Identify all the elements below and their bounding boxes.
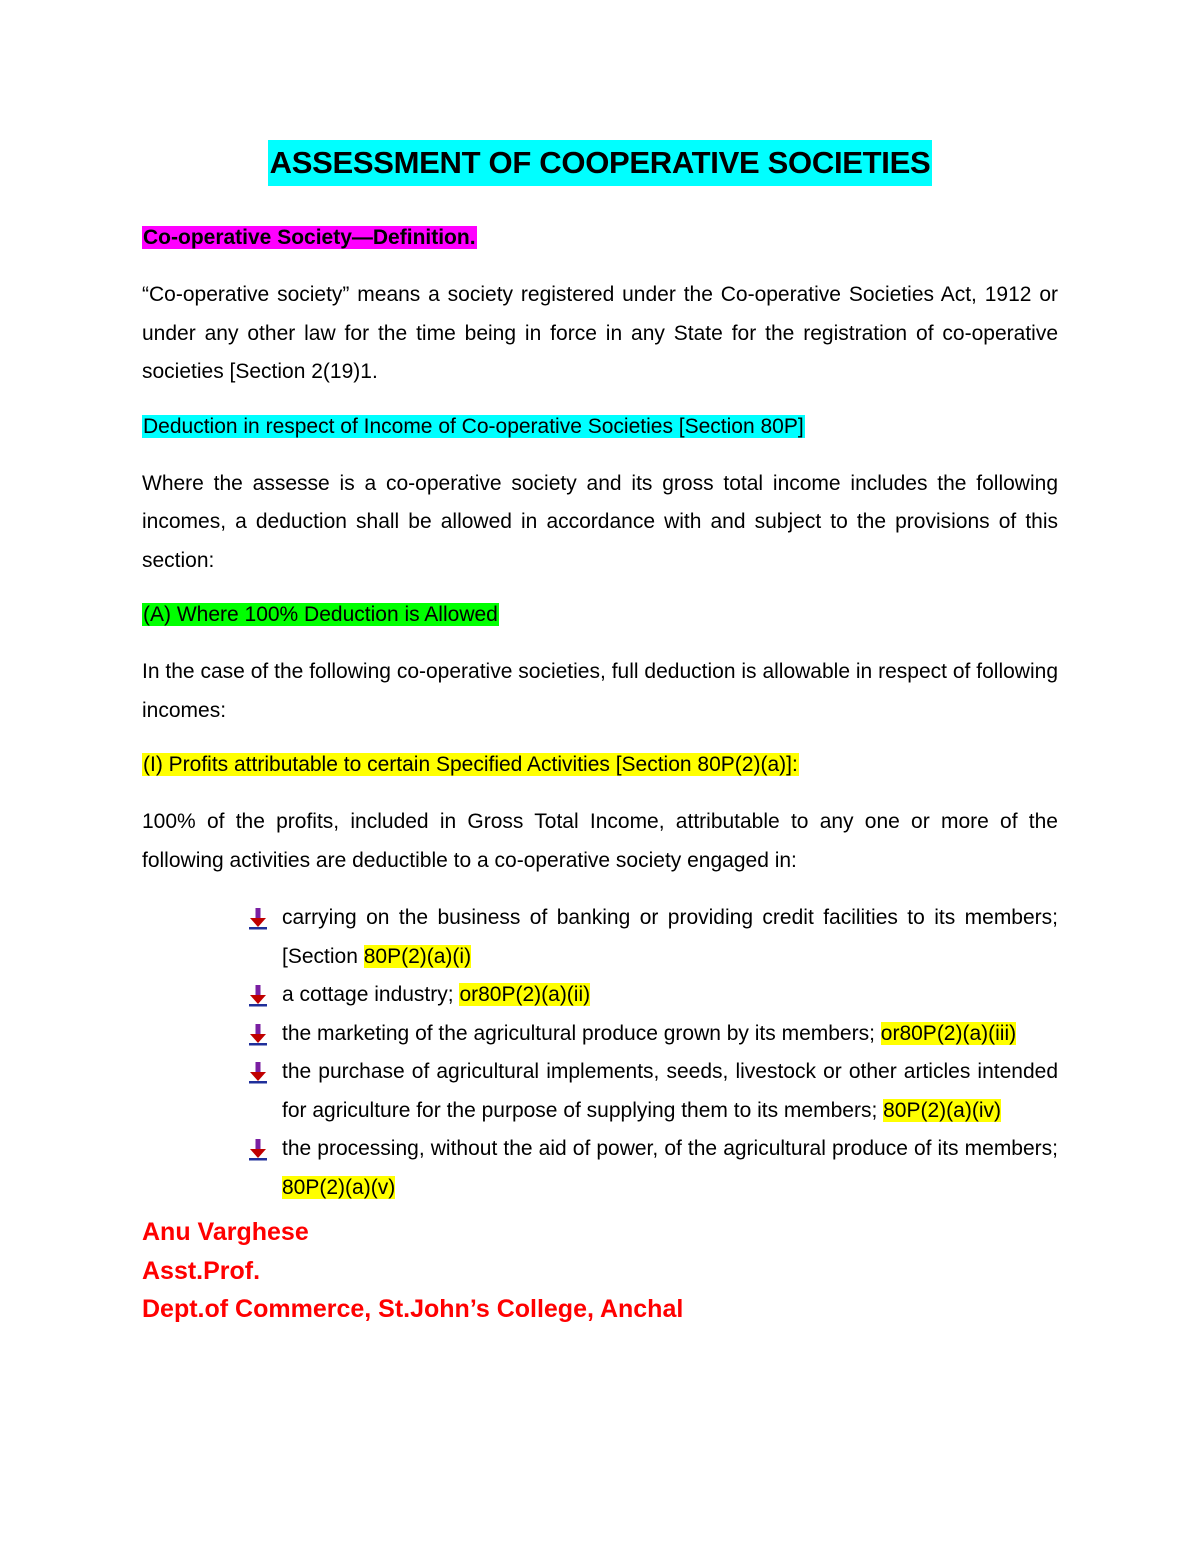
section-i-text: 100% of the profits, included in Gross Total Income, attributable to any one or more of the following activities are deductible to a co-operative society engaged in: [142, 810, 1058, 872]
list-item [242, 1015, 1058, 1054]
section-a-heading-block [142, 599, 1058, 631]
deduction-text: Where the assesse is a co-operative society and its gross total income includes the following incomes, a deduction shall be allowed in accordance with and subject to the provisions of this section: [142, 471, 1058, 572]
definition-heading: Co-operative Society—Definition. [143, 226, 476, 249]
arrow-down-bullet-icon [246, 1060, 270, 1084]
section-i-heading-block [142, 749, 1058, 781]
author-affiliation: Dept.of Commerce, St.John’s College, Anchal [142, 1295, 684, 1323]
definition-heading-block [142, 222, 1058, 254]
arrow-down-bullet-icon [246, 1137, 270, 1161]
section-ref: 80P(2)(a)(i) [363, 944, 472, 968]
list-item [242, 976, 1058, 1015]
arrow-down-bullet-icon [246, 983, 270, 1007]
bullet-text: the processing, without the aid of power, of the agricultural produce of its members; [282, 1137, 1058, 1160]
list-item [242, 899, 1058, 976]
document-content [142, 140, 1058, 1329]
bullet-text: carrying on the business of banking or providing credit facilities to its members; [Section [282, 906, 1058, 968]
section-ref: 80P(2)(a)(v) [282, 1175, 396, 1199]
bullet-text: the purchase of agricultural implements, seeds, livestock or other articles intended for agriculture for the purpose of supplying them to its members; [282, 1060, 1058, 1122]
definition-text: “Co-operative society” means a society registered under the Co-operative Societies Act, 1912 or under any other law for the time being in force in any State for the registration of co-operative societies [Section 2(19)1. [142, 283, 1058, 383]
list-item [242, 1053, 1058, 1130]
section-a-heading: (A) Where 100% Deduction is Allowed [143, 603, 498, 626]
section-ref: or80P(2)(a)(ii) [459, 983, 591, 1006]
list-item [242, 1130, 1058, 1207]
bullet-text: the marketing of the agricultural produce grown by its members; [282, 1021, 881, 1045]
deduction-heading-block [142, 411, 1058, 443]
section-ref: or80P(2)(a)(iii) [880, 1021, 1017, 1045]
arrow-down-bullet-icon [246, 906, 270, 930]
section-a-text: In the case of the following co-operative societies, full deduction is allowable in respect of following incomes: [142, 660, 1058, 722]
section-ref: 80P(2)(a)(iv) [883, 1098, 1001, 1122]
activities-list [142, 899, 1058, 1207]
title-wrap [142, 140, 1058, 186]
bullet-text: a cottage industry; [282, 983, 460, 1006]
author-name: Anu Varghese [142, 1218, 309, 1246]
arrow-down-bullet-icon [246, 1022, 270, 1046]
document-title: ASSESSMENT OF COOPERATIVE SOCIETIES [268, 140, 933, 186]
author-block [142, 1213, 1058, 1329]
author-designation: Asst.Prof. [142, 1256, 261, 1285]
section-i-heading: (I) Profits attributable to certain Specified Activities [Section 80P(2)(a)]: [143, 753, 798, 776]
deduction-heading: Deduction in respect of Income of Co-operative Societies [Section 80P] [143, 414, 804, 438]
